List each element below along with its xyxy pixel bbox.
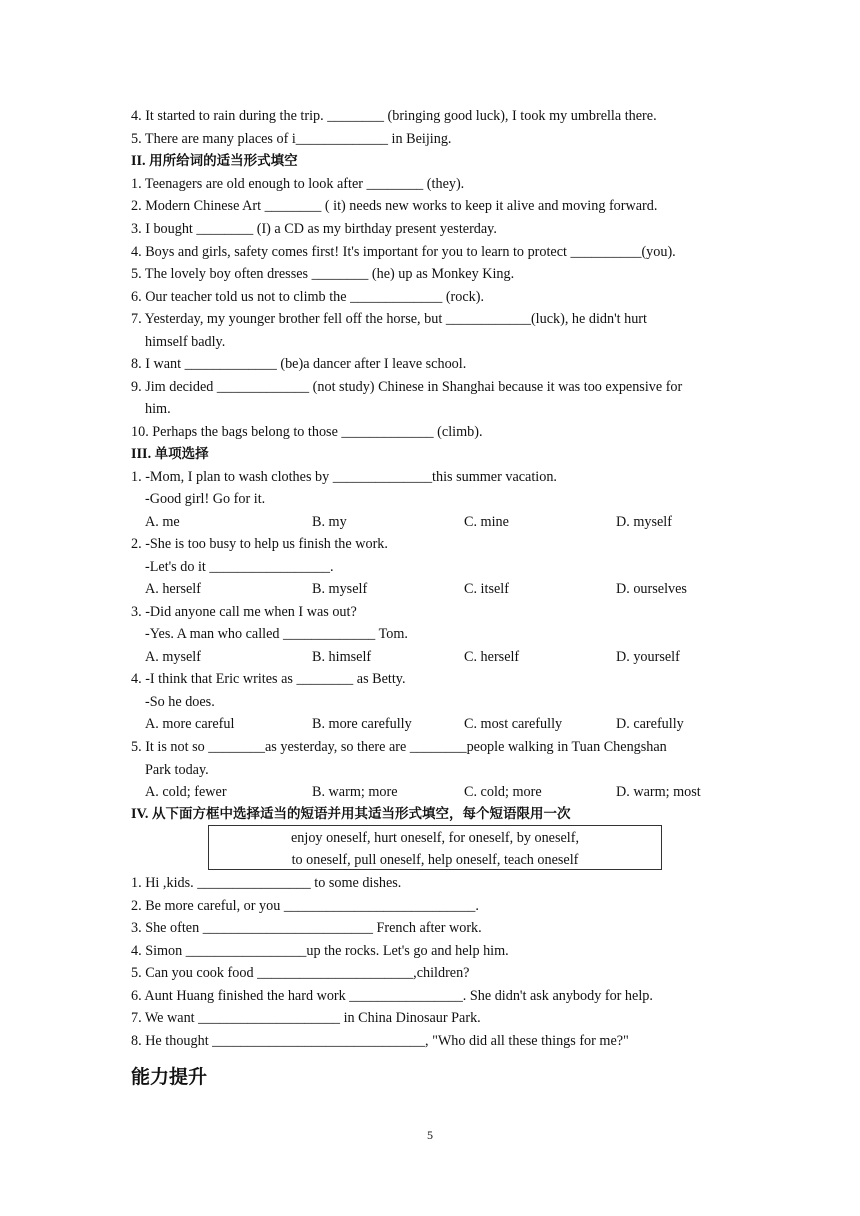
section-number: III. (131, 446, 152, 462)
page-number: 5 (427, 1128, 433, 1142)
phrase-box-line: enjoy oneself, hurt oneself, for oneself, by oneself, (291, 830, 579, 846)
exercise-line: 3. I bought ________ (I) a CD as my birthday present yesterday. (131, 221, 497, 237)
section-title-ability: 能力提升 (131, 1066, 208, 1088)
option-a: A. myself (145, 649, 201, 665)
option-d: D. yourself (616, 649, 680, 665)
section-heading-2 (131, 151, 298, 171)
section-title: 从下面方框中选择适当的短语并用其适当形式填空，每个短语限用一次 (152, 806, 571, 822)
option-c: C. herself (464, 649, 520, 665)
option-d: D. myself (616, 514, 672, 530)
text-line: 5. There are many places of i_____________ in Beijing. (131, 131, 452, 147)
question-reply: -Let's do it _________________. (145, 559, 334, 575)
section-title: 用所给词的适当形式填空 (149, 153, 298, 169)
section-title: 单项选择 (154, 446, 209, 462)
option-c: C. most carefully (464, 716, 563, 732)
exercise-line: 8. I want _____________ (be)a dancer after I leave school. (131, 356, 467, 372)
option-a: A. me (145, 514, 180, 530)
option-b: B. myself (312, 581, 368, 597)
section-heading-4 (131, 804, 571, 824)
option-b: B. warm; more (312, 784, 398, 800)
exercise-line: 3. She often ________________________ French after work. (131, 920, 482, 936)
option-c: C. mine (464, 514, 509, 530)
option-d: D. carefully (616, 716, 684, 732)
exercise-line: 1. Hi ,kids. ________________ to some dishes. (131, 875, 402, 891)
exercise-line: 2. Modern Chinese Art ________ ( it) needs new works to keep it alive and moving forward. (131, 198, 658, 214)
exercise-line: 8. He thought ______________________________, "Who did all these things for me?" (131, 1033, 629, 1049)
option-d: D. ourselves (616, 581, 687, 597)
exercise-line: 6. Our teacher told us not to climb the _____________ (rock). (131, 289, 485, 305)
question-reply: -So he does. (145, 694, 215, 710)
exercise-line: 4. Boys and girls, safety comes first! It's important for you to learn to protect __________(you). (131, 244, 676, 260)
option-b: B. himself (312, 649, 372, 665)
exercise-line: 7. We want ____________________ in China Dinosaur Park. (131, 1010, 481, 1026)
option-b: B. my (312, 514, 347, 530)
option-a: A. herself (145, 581, 201, 597)
section-heading-3 (131, 444, 209, 464)
exercise-line: 1. Teenagers are old enough to look after ________ (they). (131, 176, 465, 192)
option-c: C. cold; more (464, 784, 542, 800)
question-stem: 1. -Mom, I plan to wash clothes by ______________this summer vacation. (131, 469, 557, 485)
question-stem: 5. It is not so ________as yesterday, so there are ________people walking in Tuan Chengshan (131, 739, 667, 755)
phrase-box-line: to oneself, pull oneself, help oneself, teach oneself (291, 852, 579, 868)
exercise-line: 7. Yesterday, my younger brother fell off the horse, but ____________(luck), he didn't hurt (131, 311, 647, 327)
question-stem: 2. -She is too busy to help us finish the work. (131, 536, 388, 552)
exercise-line: 4. Simon _________________up the rocks. Let's go and help him. (131, 943, 509, 959)
exercise-line: him. (145, 401, 171, 417)
exercise-line: 5. Can you cook food ______________________,children? (131, 965, 470, 981)
section-number: IV. (131, 806, 149, 822)
exercise-line: 10. Perhaps the bags belong to those _____________ (climb). (131, 424, 483, 440)
option-a: A. cold; fewer (145, 784, 227, 800)
question-reply: -Good girl! Go for it. (145, 491, 266, 507)
exercise-line: himself badly. (145, 334, 226, 350)
question-reply: -Yes. A man who called _____________ Tom. (145, 626, 408, 642)
phrase-box (208, 825, 662, 870)
option-a: A. more careful (145, 716, 235, 732)
section-number: II. (131, 153, 146, 169)
exercise-line: 2. Be more careful, or you ___________________________. (131, 898, 479, 914)
exercise-line: 6. Aunt Huang finished the hard work ________________. She didn't ask anybody for help. (131, 988, 653, 1004)
text-line: 4. It started to rain during the trip. ________ (bringing good luck), I took my umbrella there. (131, 108, 657, 124)
option-d: D. warm; most (616, 784, 701, 800)
option-c: C. itself (464, 581, 509, 597)
question-stem: 3. -Did anyone call me when I was out? (131, 604, 357, 620)
question-stem: 4. -I think that Eric writes as ________ as Betty. (131, 671, 406, 687)
exercise-line: 9. Jim decided _____________ (not study) Chinese in Shanghai because it was too expensive for (131, 379, 683, 395)
option-b: B. more carefully (312, 716, 412, 732)
exercise-line: 5. The lovely boy often dresses ________ (he) up as Monkey King. (131, 266, 515, 282)
question-reply: Park today. (145, 762, 209, 778)
